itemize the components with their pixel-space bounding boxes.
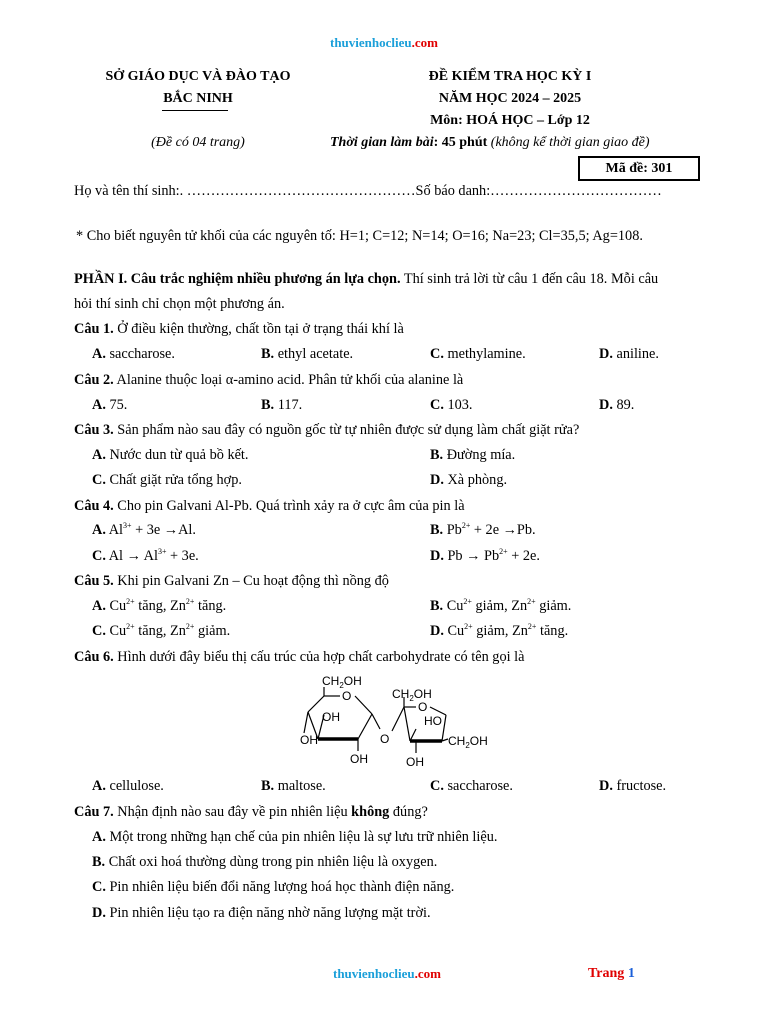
- q6-option-d[interactable]: D. fructose.: [599, 778, 667, 794]
- q1-option-d[interactable]: D. aniline.: [599, 346, 659, 362]
- q5-option-b[interactable]: B. $Cu^{2+}$ giảm, $Zn^{2+}$ giảm.: [430, 597, 572, 614]
- page-count-note: (Đề có 04 trang): [151, 135, 245, 150]
- question-1: Câu 1. Ở điều kiện thường, chất tồn tại ở trạng thái khí là: [74, 321, 404, 337]
- q7-option-c[interactable]: C. Pin nhiên liệu biến đổi năng lượng hoá học thành điện năng.: [92, 879, 455, 895]
- exam-code-box: Mã đề: 301: [578, 156, 700, 181]
- q1-option-c[interactable]: C. methylamine.: [430, 346, 526, 362]
- sucrose-structure-figure: [296, 671, 506, 771]
- q6-option-b[interactable]: B. maltose.: [261, 778, 326, 794]
- question-5: Câu 5. Khi pin Galvani Zn – Cu hoạt động thì nồng độ: [74, 573, 389, 589]
- struct-label-oh-2: OH: [300, 733, 318, 747]
- q6-option-c[interactable]: C. saccharose.: [430, 778, 513, 794]
- q7-option-a[interactable]: A. Một trong những hạn chế của pin nhiên liệu là sự lưu trữ nhiên liệu.: [92, 829, 498, 845]
- struct-label-o-ring2: O: [418, 700, 428, 714]
- header-divider: [162, 110, 228, 111]
- q4-option-b[interactable]: B. $Pb^{2+} + 2e \to Pb$.: [430, 521, 536, 538]
- part1-heading: PHẦN I. Câu trắc nghiệm nhiều phương án lựa chọn. Thí sinh trả lời từ câu 1 đến câu 18. Mỗi câu: [74, 271, 659, 287]
- q4-option-c[interactable]: C. $Al \to Al^{3+} + 3e$.: [92, 547, 199, 564]
- q1-option-a[interactable]: A. saccharose.: [92, 346, 175, 362]
- q3-option-c[interactable]: C. Chất giặt rửa tổng hợp.: [92, 472, 242, 488]
- struct-label-o-ring1: O: [342, 689, 352, 703]
- q5-option-a[interactable]: A. $Cu^{2+}$ tăng, $Zn^{2+}$ tăng.: [92, 597, 227, 614]
- page-number: Trang 1: [588, 966, 635, 981]
- school-year: NĂM HỌC 2024 – 2025: [438, 91, 582, 106]
- question-2: Câu 2. Alanine thuộc loại α-amino acid. Phân tử khối của alanine là: [74, 372, 464, 388]
- struct-label-ho: HO: [424, 714, 442, 728]
- q5-option-c[interactable]: C. $Cu^{2+}$ tăng, $Zn^{2+}$ giảm.: [92, 622, 231, 639]
- question-7: Câu 7. Nhận định nào sau đây về pin nhiên liệu không đúng?: [74, 804, 428, 820]
- department-name: SỞ GIÁO DỤC VÀ ĐÀO TẠO: [105, 69, 291, 84]
- struct-label-oh-4: OH: [406, 755, 424, 769]
- q1-option-b[interactable]: B. ethyl acetate.: [261, 346, 354, 362]
- struct-label-ch2oh-3: $CH_2OH$: [448, 734, 488, 750]
- q3-option-b[interactable]: B. Đường mía.: [430, 447, 516, 463]
- q3-option-d[interactable]: D. Xà phòng.: [430, 472, 508, 488]
- site-header: thuvienhoclieu.com: [330, 35, 438, 50]
- q2-option-b[interactable]: B. 117.: [261, 397, 303, 413]
- province-name: BẮC NINH: [163, 91, 233, 106]
- q7-option-b[interactable]: B. Chất oxi hoá thường dùng trong pin nhiên liệu là oxygen.: [92, 854, 438, 870]
- q2-option-d[interactable]: D. 89.: [599, 397, 635, 413]
- part1-instruction: hỏi thí sinh chỉ chọn một phương án.: [74, 296, 285, 312]
- question-4: Câu 4. Cho pin Galvani Al-Pb. Quá trình xảy ra ở cực âm của pin là: [74, 498, 465, 514]
- exam-title: ĐỀ KIỂM TRA HỌC KỲ I: [428, 69, 592, 84]
- q3-option-a[interactable]: A. Nước dun từ quả bồ kết.: [92, 447, 249, 463]
- q5-option-d[interactable]: D. $Cu^{2+}$ giảm, $Zn^{2+}$ tăng.: [430, 622, 569, 639]
- q6-option-a[interactable]: A. cellulose.: [92, 778, 164, 794]
- struct-label-oh-3: OH: [350, 752, 368, 766]
- q4-option-a[interactable]: A. $Al^{3+} + 3e \to Al$.: [92, 521, 196, 538]
- question-3: Câu 3. Sản phẩm nào sau đây có nguồn gốc từ tự nhiên được sử dụng làm chất giặt rửa?: [74, 422, 580, 438]
- time-line: Thời gian làm bài: 45 phút (không kể thời gian giao đề): [330, 135, 650, 150]
- site-footer: thuvienhoclieu.com: [333, 966, 441, 981]
- struct-label-o-bridge: O: [380, 732, 390, 746]
- struct-label-ch2oh-top: $CH_2OH$: [322, 674, 362, 690]
- question-6: Câu 6. Hình dưới đây biểu thị cấu trúc của hợp chất carbohydrate có tên gọi là: [74, 649, 525, 665]
- q2-option-a[interactable]: A. 75.: [92, 397, 128, 413]
- subject-line: Môn: HOÁ HỌC – Lớp 12: [430, 113, 590, 128]
- atomic-mass-note: * Cho biết nguyên tử khối của các nguyên tố: H=1; C=12; N=14; O=16; Na=23; Cl=35,5; Ag=108.: [76, 228, 643, 244]
- struct-label-ch2oh-2: $CH_2OH$: [392, 687, 432, 703]
- q2-option-c[interactable]: C. 103.: [430, 397, 473, 413]
- q7-option-d[interactable]: D. Pin nhiên liệu tạo ra điện năng nhờ năng lượng mặt trời.: [92, 905, 431, 921]
- student-info-line: Họ và tên thí sinh:. …………………………………………Số báo danh:………………………………: [74, 183, 662, 199]
- struct-label-oh-1: OH: [322, 710, 340, 724]
- q4-option-d[interactable]: D. $Pb \to Pb^{2+} + 2e$.: [430, 547, 540, 564]
